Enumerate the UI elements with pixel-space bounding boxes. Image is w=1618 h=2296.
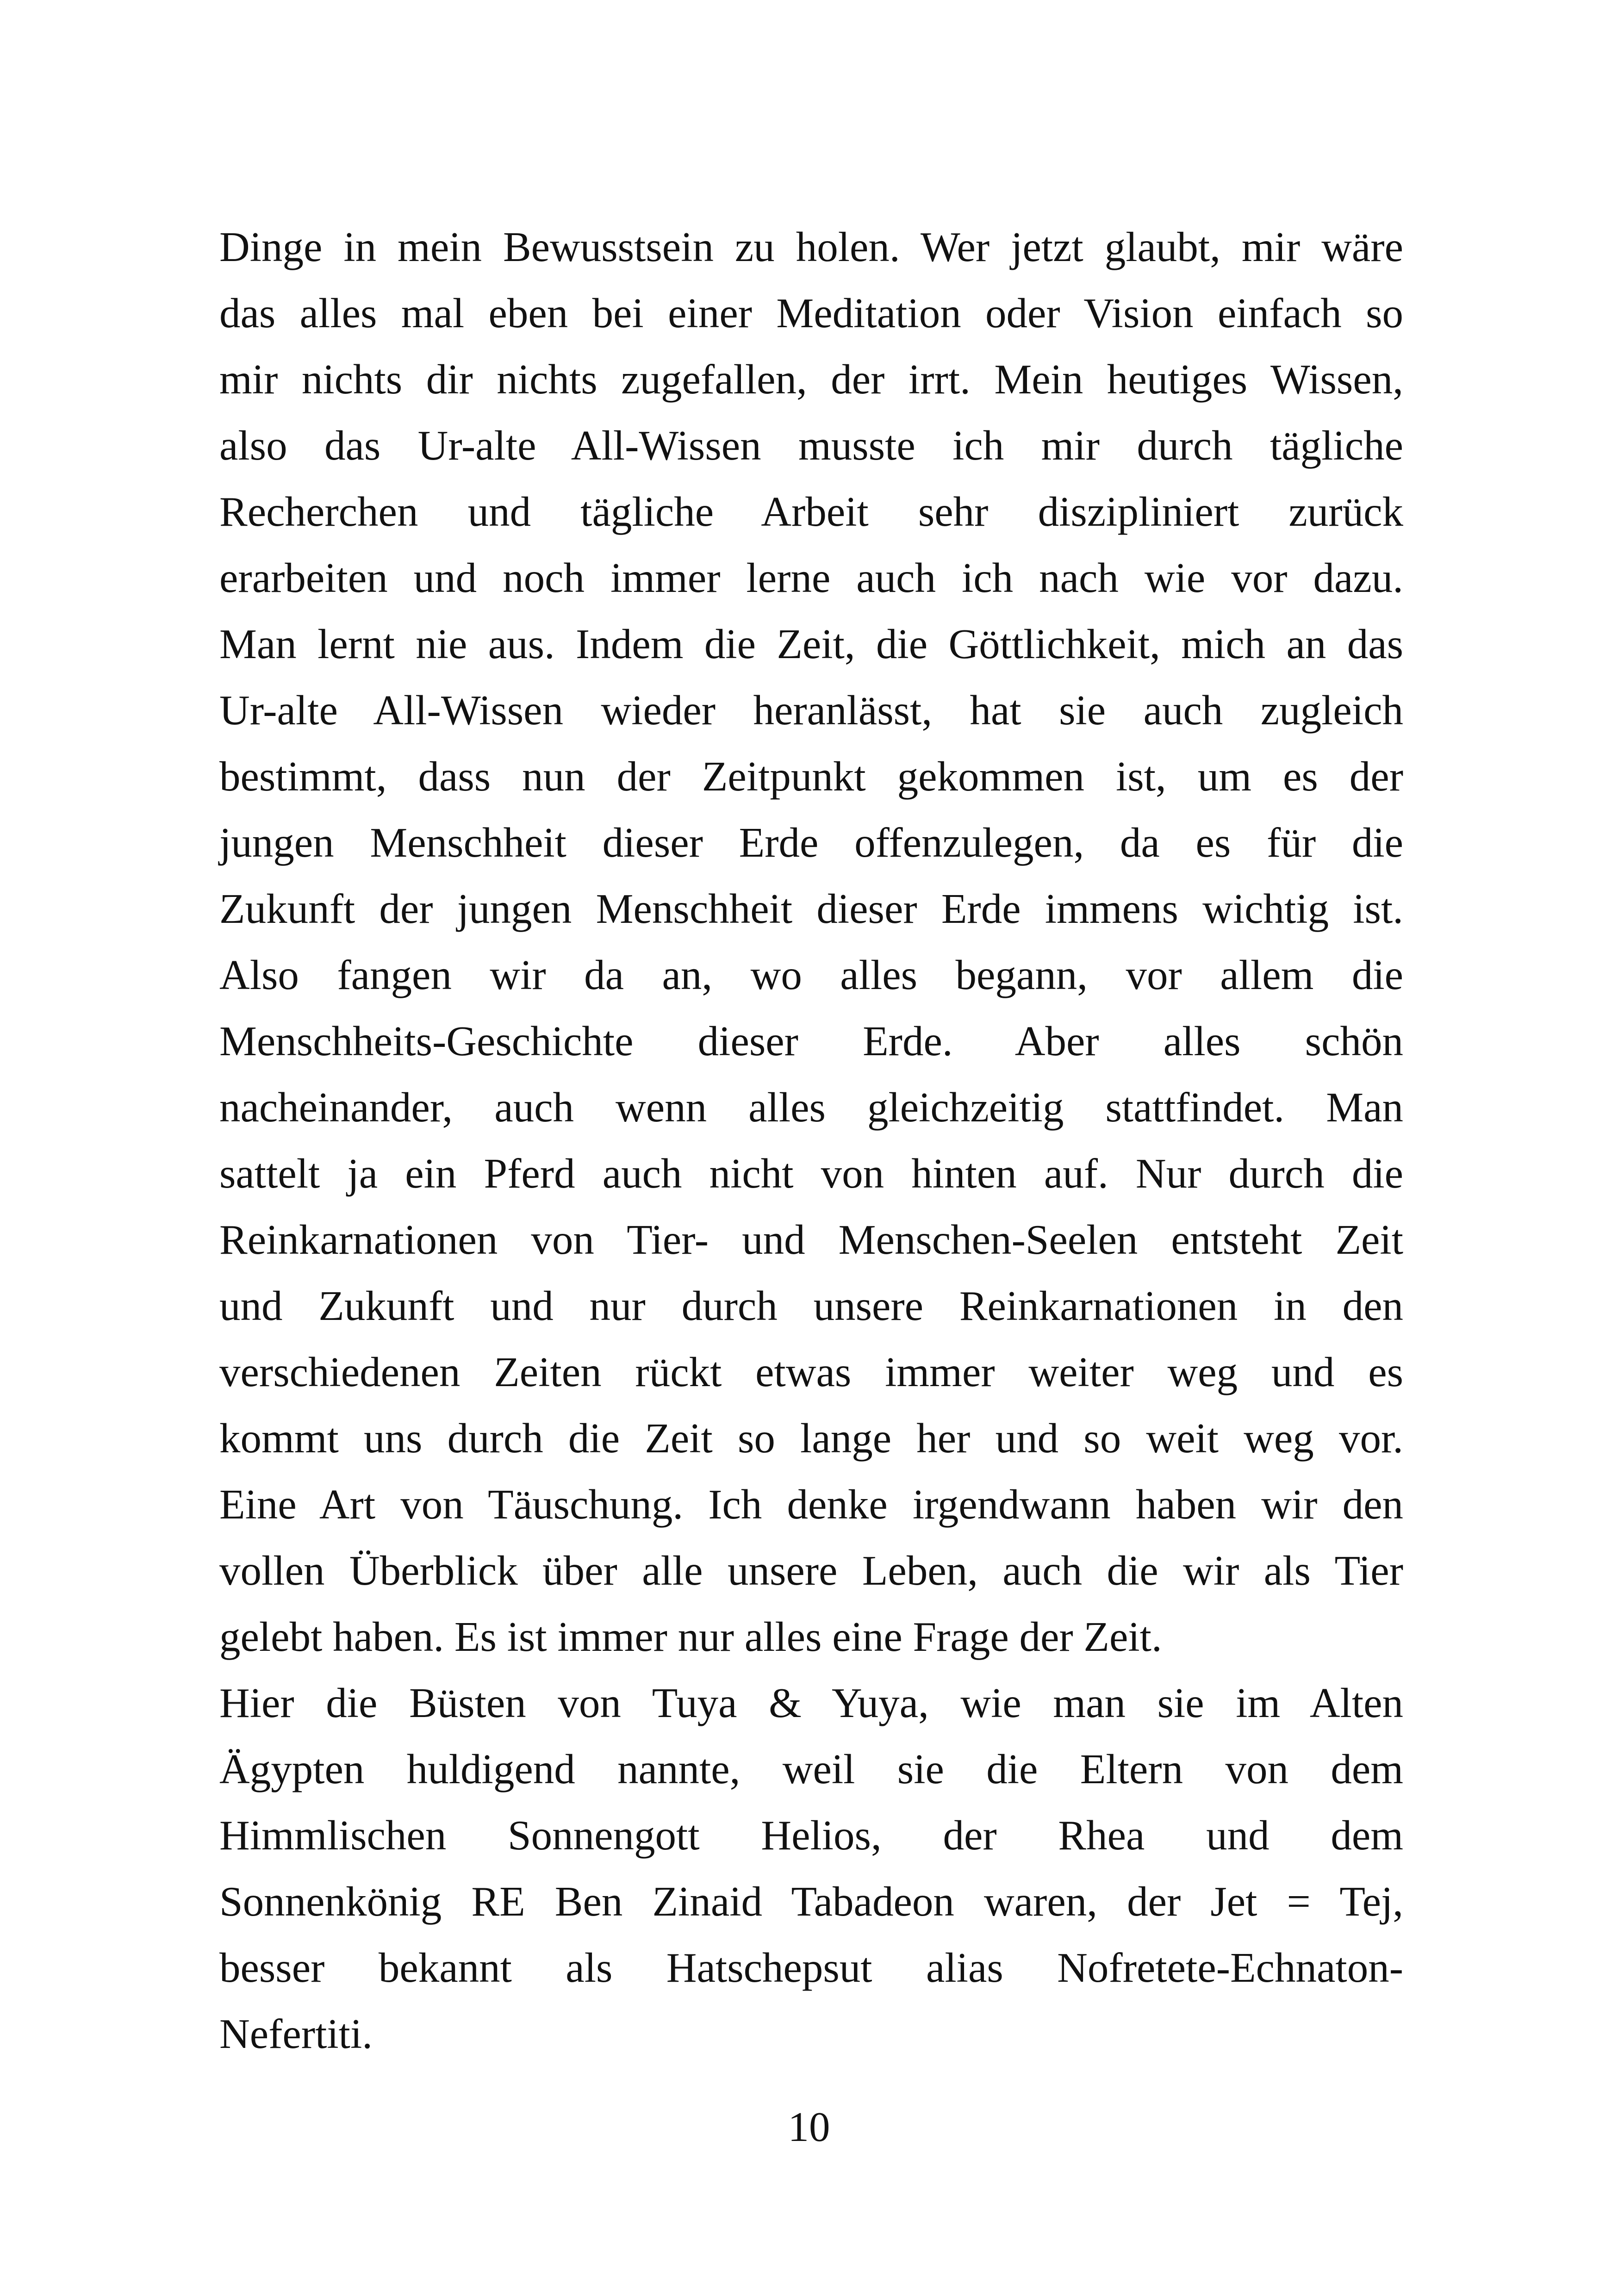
text-line: kommt uns durch die Zeit so lange her und so weit weg vor.	[219, 1415, 1403, 1462]
text-line: besser bekannt als Hatschepsut alias Nofretete-Echnaton-	[219, 1944, 1403, 1991]
text-line: mir nichts dir nichts zugefallen, der irrt. Mein heutiges Wissen,	[219, 356, 1403, 403]
text-line: Hier die Büsten von Tuya & Yuya, wie man sie im Alten	[219, 1680, 1403, 1726]
text-line: Eine Art von Täuschung. Ich denke irgendwann haben wir den	[219, 1481, 1403, 1528]
text-line: also das Ur-alte All-Wissen musste ich mir durch tägliche	[219, 422, 1403, 469]
text-line: vollen Überblick über alle unsere Leben, auch die wir als Tier	[219, 1547, 1403, 1594]
text-line: sattelt ja ein Pferd auch nicht von hinten auf. Nur durch die	[219, 1150, 1403, 1197]
text-line: jungen Menschheit dieser Erde offenzulegen, da es für die	[219, 819, 1403, 866]
text-line: gelebt haben. Es ist immer nur alles eine Frage der Zeit.	[219, 1613, 1162, 1660]
text-line: Also fangen wir da an, wo alles begann, vor allem die	[219, 952, 1403, 998]
body-text	[219, 214, 1403, 2067]
text-line: Man lernt nie aus. Indem die Zeit, die Göttlichkeit, mich an das	[219, 621, 1403, 667]
text-line: verschiedenen Zeiten rückt etwas immer weiter weg und es	[219, 1349, 1403, 1395]
text-line: nacheinander, auch wenn alles gleichzeitig stattfindet. Man	[219, 1084, 1403, 1131]
text-line: Menschheits-Geschichte dieser Erde. Aber alles schön	[219, 1018, 1403, 1064]
text-line: Ägypten huldigend nannte, weil sie die Eltern von dem	[219, 1746, 1403, 1792]
text-line: Nefertiti.	[219, 2010, 373, 2057]
text-line: das alles mal eben bei einer Meditation oder Vision einfach so	[219, 290, 1403, 336]
text-line: Zukunft der jungen Menschheit dieser Erde immens wichtig ist.	[219, 885, 1403, 932]
text-line: erarbeiten und noch immer lerne auch ich nach wie vor dazu.	[219, 554, 1403, 601]
text-line: und Zukunft und nur durch unsere Reinkarnationen in den	[219, 1282, 1403, 1329]
text-line: Sonnenkönig RE Ben Zinaid Tabadeon waren, der Jet = Tej,	[219, 1878, 1403, 1925]
text-line: Ur-alte All-Wissen wieder heranlässt, hat sie auch zugleich	[219, 687, 1403, 734]
text-line: Himmlischen Sonnengott Helios, der Rhea und dem	[219, 1812, 1403, 1859]
text-line: Recherchen und tägliche Arbeit sehr diszipliniert zurück	[219, 488, 1403, 535]
page-number: 10	[788, 2103, 830, 2150]
text-line: Reinkarnationen von Tier- und Menschen-Seelen entsteht Zeit	[219, 1216, 1403, 1263]
text-line: bestimmt, dass nun der Zeitpunkt gekommen ist, um es der	[219, 753, 1403, 800]
text-line: Dinge in mein Bewusstsein zu holen. Wer jetzt glaubt, mir wäre	[219, 224, 1403, 270]
